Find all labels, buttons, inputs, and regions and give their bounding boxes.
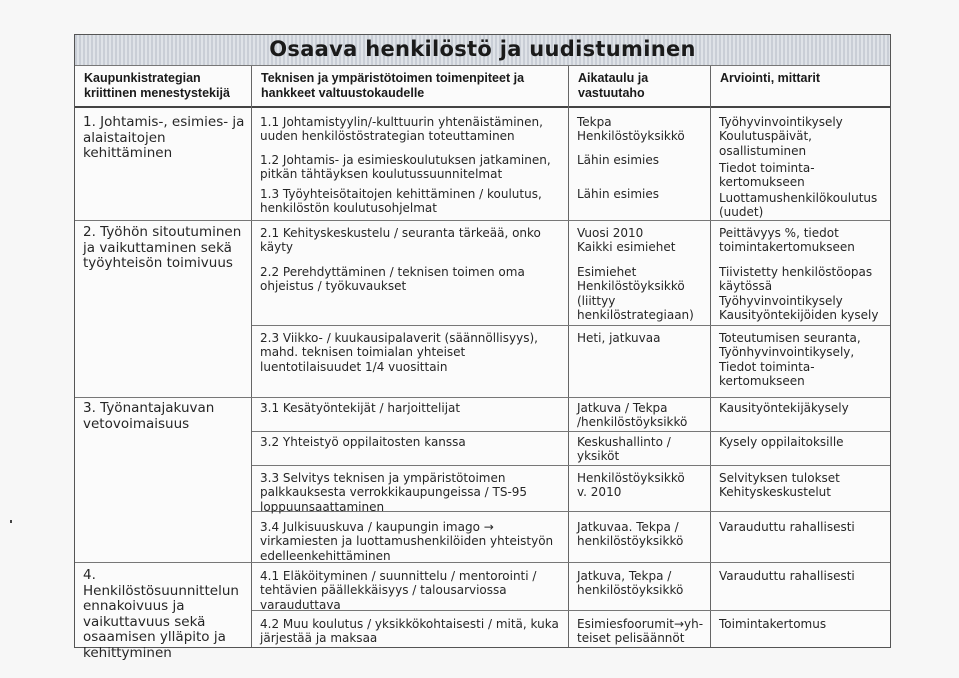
action-1-2: 1.2 Johtamis- ja esimieskoulutuksen jatkaminen, pitkän tähtäyksen koulutussuunnitelmat — [260, 153, 551, 182]
column-divider — [568, 66, 569, 647]
metric-4-2: Toimintakertomus — [719, 617, 827, 631]
action-4-2: 4.2 Muu koulutus / yksikkökohtaisesti / mitä, kuka järjestää ja maksaa — [260, 617, 559, 646]
scan-mark — [10, 520, 12, 523]
schedule-3-1: Jatkuva / Tekpa /henkilöstöyksikkö — [577, 401, 688, 430]
strategy-table — [74, 34, 891, 661]
action-1-1: 1.1 Johtamistyylin/-kulttuurin yhtenäistäminen, uuden henkilöstöstrategian toteuttaminen — [260, 115, 543, 144]
column-divider — [710, 66, 711, 647]
schedule-1-3: Lähin esimies — [577, 187, 660, 201]
metric-1-2: Tiedot toiminta- kertomukseen — [719, 161, 815, 190]
metric-3-1: Kausityöntekijäkysely — [719, 401, 849, 415]
schedule-2-2: Esimiehet Henkilöstöyksikkö (liittyy henkilöstrategiaan) — [577, 265, 694, 322]
metric-1-3: Luottamushenkilökoulutus (uudet) — [719, 191, 878, 220]
action-2-3: 2.3 Viikko- / kuukausipalaverit (säännöllisyys), mahd. teknisen toimialan yhteiset luentotilaisuudet 1/4 vuosittain — [260, 331, 538, 374]
action-2-2: 2.2 Perehdyttäminen / teknisen toimen oma ohjeistus / työkuvaukset — [260, 265, 525, 294]
goal-2: 2. Työhön sitoutuminen ja vaikuttaminen sekä työyhteisön toimivuus — [83, 224, 242, 271]
action-2-1: 2.1 Kehityskeskustelu / seuranta tärkeää, onko käyty — [260, 226, 541, 255]
header-row — [75, 66, 890, 108]
group-divider — [75, 397, 890, 398]
metric-2-3: Toteutumisen seuranta, Työnhyvinvointikysely, Tiedot toiminta- kertomukseen — [719, 331, 861, 388]
goal-3: 3. Työnantajakuvan vetovoimaisuus — [83, 400, 215, 432]
action-1-3: 1.3 Työyhteisötaitojen kehittäminen / koulutus, henkilöstön koulutusohjelmat — [260, 187, 542, 216]
page-title: Osaava henkilöstö ja uudistuminen — [269, 37, 696, 61]
goal-4: 4. Henkilöstösuunnittelun ennakoivuus ja vaikuttavuus sekä osaamisen ylläpito ja kehittyminen — [83, 567, 239, 661]
schedule-4-2: Esimiesfoorumit→yh- teiset pelisäännöt — [577, 617, 704, 646]
header-metrics: Arviointi, mittarit — [720, 71, 821, 85]
metric-2-2: Tiivistetty henkilöstöopas käytössä Työhyvinvointikysely Kausityöntekijöiden kysely — [719, 265, 879, 322]
schedule-1-2: Lähin esimies — [577, 153, 660, 167]
row-divider — [252, 465, 890, 466]
action-3-3: 3.3 Selvitys teknisen ja ympäristötoimen palkkauksesta verrokkikaupungeissa / TS-95 loppuunsaattaminen — [260, 471, 528, 514]
column-divider — [251, 66, 252, 647]
schedule-1-1: Tekpa Henkilöstöyksikkö — [577, 115, 685, 144]
action-3-2: 3.2 Yhteistyö oppilaitosten kanssa — [260, 435, 466, 449]
schedule-3-4: Jatkuvaa. Tekpa / henkilöstöyksikkö — [577, 520, 684, 549]
header-success-factor: Kaupunkistrategian kriittinen menestystekijä — [84, 71, 230, 100]
schedule-3-2: Keskushallinto / yksiköt — [577, 435, 671, 464]
metric-2-1: Peittävyys %, tiedot toimintakertomukseen — [719, 226, 855, 255]
action-3-1: 3.1 Kesätyöntekijät / harjoittelijat — [260, 401, 461, 415]
action-3-4: 3.4 Julkisuuskuva / kaupungin imago → virkamiesten ja luottamushenkilöiden yhteistyön edelleenkehittäminen — [260, 520, 554, 563]
group-divider — [75, 220, 890, 221]
row-divider — [252, 325, 890, 326]
header-schedule: Aikataulu ja vastuutaho — [578, 71, 649, 100]
action-4-1: 4.1 Eläköityminen / suunnittelu / mentorointi / tehtävien päällekkäisyys / talousarviossa varauduttava — [260, 569, 537, 612]
schedule-4-1: Jatkuva, Tekpa / henkilöstöyksikkö — [577, 569, 684, 598]
header-actions: Teknisen ja ympäristötoimen toimenpiteet ja hankkeet valtuustokaudelle — [261, 71, 525, 100]
row-divider — [252, 431, 890, 432]
metric-1-1: Työhyvinvointikysely Koulutuspäivät, osallistuminen — [719, 115, 843, 158]
schedule-2-1: Vuosi 2010 Kaikki esimiehet — [577, 226, 676, 255]
goal-1: 1. Johtamis-, esimies- ja alaistaitojen kehittäminen — [83, 114, 245, 161]
metric-3-3: Selvityksen tulokset Kehityskeskustelut — [719, 471, 840, 500]
title-bar — [75, 35, 890, 66]
schedule-3-3: Henkilöstöyksikkö v. 2010 — [577, 471, 685, 500]
metric-3-4: Varauduttu rahallisesti — [719, 520, 855, 534]
metric-4-1: Varauduttu rahallisesti — [719, 569, 855, 583]
schedule-2-3: Heti, jatkuvaa — [577, 331, 661, 345]
metric-3-2: Kysely oppilaitoksille — [719, 435, 844, 449]
